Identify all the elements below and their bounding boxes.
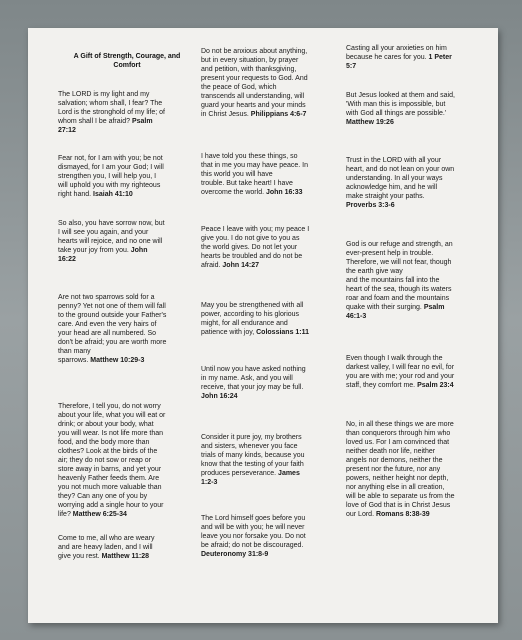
verse-reference: 1 Peter 5:7 — [346, 54, 452, 70]
verse-block — [201, 152, 339, 197]
verse-text: Until now you have asked nothing in my name. Ask, and you will receive, that your joy may be full. — [201, 366, 306, 391]
verse-block — [201, 514, 339, 559]
verse-block — [201, 225, 339, 270]
verse-text: The LORD is my light and my salvation; whom shall, I fear? The Lord is the stronghold of my life; of whom shall I be afraid? — [58, 91, 165, 125]
verse-reference: Psalm 23:4 — [417, 382, 454, 389]
verse-reference: John 16:33 — [265, 189, 303, 196]
verse-block — [58, 154, 196, 199]
verse-block — [346, 44, 484, 71]
verse-reference: James 1:2-3 — [201, 470, 300, 486]
verse-reference: Romans 8:38-39 — [375, 511, 430, 518]
verse-text: Do not be anxious about anything, but in every situation, by prayer and petition, with thanksgiving, present your requests to God. And the peace of God, which transcends all understanding, will guard your hearts and your minds in Christ Jesus. — [201, 48, 308, 118]
sheet-title: A Gift of Strength, Courage, and Comfort — [73, 53, 181, 69]
verse-text: God is our refuge and strength, an ever-present help in trouble. Therefore, we will not fear, though the earth give way and the mountains fall into the heart of the sea, though its waters roar and foam and the mountains quake with their surging. — [346, 241, 453, 311]
verse-block — [346, 91, 484, 127]
verse-reference: Matthew 10:29-3 — [90, 357, 145, 364]
verse-text: The Lord himself goes before you and will be with you; he will never leave you nor forsake you. Do not be afraid; do not be discouraged. — [201, 515, 306, 549]
verse-text: Casting all your anxieties on him because he cares for you. — [346, 45, 447, 61]
verse-text: I have told you these things, so that in me you may have peace. In this world you will have trouble. But take heart! I have overcome the world. — [201, 153, 309, 196]
verse-text: Trust in the LORD with all your heart, and do not lean on your own understanding. In all your ways acknowledge him, and he will make straight your paths. — [346, 157, 455, 200]
verse-block — [58, 293, 196, 365]
verse-reference: Proverbs 3:3-6 — [346, 202, 395, 209]
verse-text: Are not two sparrows sold for a penny? Yet not one of them will fall to the ground outside your Father's care. And even the very hairs of your head are all numbered. So don't be afraid; you are worth more than many sparrows. — [58, 294, 167, 364]
verse-block — [346, 240, 484, 321]
verse-text: Therefore, I tell you, do not worry about your life, what you will eat or drink; or about your body, what you will wear. Is not life more than food, and the body more than clothes? Look at the birds of the air; they do not sow or reap or store away in barns, and yet your heavenly Father feeds them. Are you not much more valuable than they? Can any one of you by worrying add a single hour to your life? — [58, 403, 166, 518]
verse-reference: Matthew 11:28 — [101, 553, 150, 560]
verse-block — [346, 420, 484, 519]
verse-reference: Philippians 4:6-7 — [250, 111, 307, 118]
verse-block — [201, 47, 339, 119]
verse-block — [58, 402, 196, 519]
verse-text: Even though I walk through the darkest valley, I will fear no evil, for you are with me; your rod and your staff, they comfort me. — [346, 355, 455, 389]
verse-block — [346, 156, 484, 210]
verse-block — [58, 534, 196, 561]
verse-reference: Matthew 6:25-34 — [72, 511, 127, 518]
verse-block — [201, 433, 339, 487]
verse-block — [201, 301, 339, 337]
verse-text: Fear not, for I am with you; be not dismayed, for I am your God; I will strengthen you, I will help you, I will uphold you with my righteous right hand. — [58, 155, 164, 198]
verse-reference: Psalm 27:12 — [58, 118, 153, 134]
verse-reference: Deuteronomy 31:8-9 — [201, 551, 269, 558]
verse-reference: Colossians 1:11 — [256, 329, 310, 336]
verse-reference: John 16:24 — [201, 393, 238, 400]
verse-block — [58, 219, 196, 264]
verse-text: Consider it pure joy, my brothers and sisters, whenever you face trials of many kinds, because you know that the testing of your faith produces perseverance. — [201, 434, 305, 477]
verse-text: So also, you have sorrow now, but I will see you again, and your hearts will rejoice, and no one will take your joy from you. — [58, 220, 165, 254]
verse-reference: Matthew 19:26 — [346, 119, 394, 126]
verse-text: Come to me, all who are weary and are heavy laden, and I will give you rest. — [58, 535, 155, 560]
verse-block — [58, 90, 196, 135]
verse-reference: John 16:22 — [58, 247, 148, 263]
verse-reference: Psalm 46:1-3 — [346, 304, 445, 320]
verse-block — [346, 354, 484, 390]
verse-reference: John 14:27 — [222, 262, 259, 269]
verse-text: But Jesus looked at them and said, 'With man this is impossible, but with God all things are possible.' — [346, 92, 455, 117]
verse-text: May you be strengthened with all power, according to his glorious might, for all endurance and patience with joy, — [201, 302, 304, 336]
verse-text: Peace I leave with you; my peace I give you. I do not give to you as the world gives. Do not let your hearts be troubled and do not be afraid. — [201, 226, 310, 269]
verse-reference: Isaiah 41:10 — [93, 191, 133, 198]
verse-block — [201, 365, 339, 401]
printed-sheet — [28, 28, 498, 623]
verse-text: No, in all these things we are more than conquerors through him who loved us. For I am convinced that neither death nor life, neither angels nor demons, neither the present nor the future, nor any powers, neither height nor depth, nor anything else in all creation, will be able to separate us from the love of God that is in Christ Jesus our Lord. — [346, 421, 455, 518]
